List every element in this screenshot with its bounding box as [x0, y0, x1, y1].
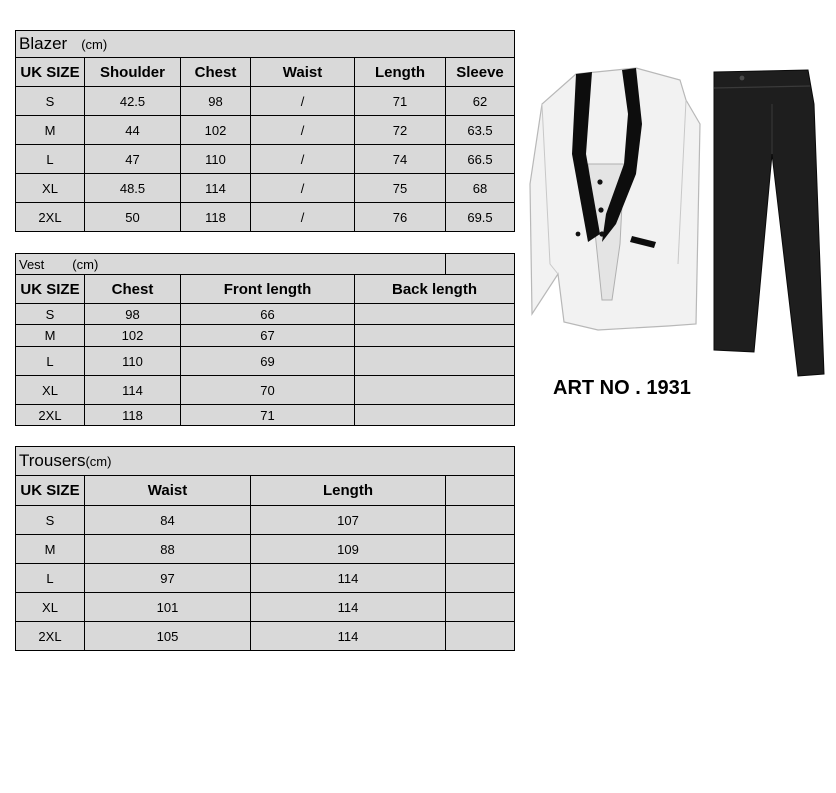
- blazer-size-table: [15, 30, 515, 232]
- trousers-size-table: [15, 446, 515, 651]
- table-cell: 2XL: [16, 203, 85, 232]
- trousers-unit: (cm): [85, 454, 112, 469]
- table-row: [16, 376, 515, 405]
- table-cell: 72: [355, 116, 446, 145]
- table-row: [16, 174, 515, 203]
- table-cell: 114: [181, 174, 251, 203]
- trousers-header-blank: [446, 476, 515, 506]
- table-cell: 71: [355, 87, 446, 116]
- table-cell: 114: [251, 622, 446, 651]
- vest-header-size: UK SIZE: [16, 275, 85, 304]
- table-cell: [355, 347, 515, 376]
- table-cell: 102: [85, 325, 181, 347]
- vest-header-back-length: Back length: [355, 275, 515, 304]
- table-cell: [446, 506, 515, 535]
- table-cell: M: [16, 535, 85, 564]
- table-cell: L: [16, 145, 85, 174]
- table-row: [16, 535, 515, 564]
- table-cell: 114: [85, 376, 181, 405]
- table-cell: /: [251, 174, 355, 203]
- table-cell: /: [251, 116, 355, 145]
- table-cell: 63.5: [446, 116, 515, 145]
- table-cell: 2XL: [16, 405, 85, 426]
- table-row: [16, 506, 515, 535]
- trousers-button: [740, 76, 745, 81]
- table-cell: XL: [16, 376, 85, 405]
- table-row: [16, 347, 515, 376]
- trousers-header-size: UK SIZE: [16, 476, 85, 506]
- table-cell: [446, 535, 515, 564]
- table-cell: 69.5: [446, 203, 515, 232]
- blazer-header-chest: Chest: [181, 58, 251, 87]
- table-cell: 70: [181, 376, 355, 405]
- vest-header-chest: Chest: [85, 275, 181, 304]
- table-cell: XL: [16, 174, 85, 203]
- table-cell: [446, 564, 515, 593]
- table-cell: 47: [85, 145, 181, 174]
- table-cell: 76: [355, 203, 446, 232]
- table-cell: 101: [85, 593, 251, 622]
- blazer-header-length: Length: [355, 58, 446, 87]
- table-cell: 97: [85, 564, 251, 593]
- blazer-title: Blazer: [19, 34, 68, 53]
- table-cell: 107: [251, 506, 446, 535]
- table-cell: S: [16, 506, 85, 535]
- blazer-unit: (cm): [81, 37, 108, 52]
- table-cell: M: [16, 116, 85, 145]
- table-cell: [446, 622, 515, 651]
- table-cell: 98: [85, 304, 181, 325]
- table-cell: 114: [251, 593, 446, 622]
- table-row: [16, 87, 515, 116]
- vest-title-cell: [16, 254, 446, 275]
- vest-header-front-length: Front length: [181, 275, 355, 304]
- table-cell: 44: [85, 116, 181, 145]
- table-row: [16, 622, 515, 651]
- blazer-title-cell: [16, 31, 515, 58]
- table-cell: 71: [181, 405, 355, 426]
- button-dot: [599, 231, 604, 236]
- table-row: [16, 203, 515, 232]
- table-cell: 2XL: [16, 622, 85, 651]
- blazer-header-waist: Waist: [251, 58, 355, 87]
- blazer-header-shoulder: Shoulder: [85, 58, 181, 87]
- vest-size-table: [15, 253, 515, 426]
- table-cell: 48.5: [85, 174, 181, 203]
- table-cell: 67: [181, 325, 355, 347]
- vest-title-blank-cell: [446, 254, 515, 275]
- table-cell: L: [16, 564, 85, 593]
- table-row: [16, 593, 515, 622]
- table-row: [16, 304, 515, 325]
- trousers-shape: [714, 70, 824, 376]
- table-cell: [355, 376, 515, 405]
- trousers-header-waist: Waist: [85, 476, 251, 506]
- table-cell: [355, 304, 515, 325]
- button-dot: [597, 179, 602, 184]
- table-cell: /: [251, 203, 355, 232]
- table-row: [16, 564, 515, 593]
- table-cell: 50: [85, 203, 181, 232]
- table-cell: /: [251, 87, 355, 116]
- table-cell: 98: [181, 87, 251, 116]
- table-cell: 42.5: [85, 87, 181, 116]
- table-row: [16, 325, 515, 347]
- table-cell: L: [16, 347, 85, 376]
- table-cell: 74: [355, 145, 446, 174]
- table-cell: M: [16, 325, 85, 347]
- button-dot: [598, 207, 603, 212]
- button-dot: [576, 232, 581, 237]
- trousers-header-length: Length: [251, 476, 446, 506]
- article-number: ART NO . 1931: [553, 377, 691, 399]
- table-cell: 69: [181, 347, 355, 376]
- table-row: [16, 145, 515, 174]
- vest-unit: (cm): [72, 256, 99, 272]
- table-cell: 68: [446, 174, 515, 203]
- table-cell: 118: [85, 405, 181, 426]
- table-cell: 84: [85, 506, 251, 535]
- blazer-header-size: UK SIZE: [16, 58, 85, 87]
- table-cell: /: [251, 145, 355, 174]
- table-cell: 75: [355, 174, 446, 203]
- table-cell: 110: [85, 347, 181, 376]
- table-cell: S: [16, 304, 85, 325]
- table-cell: [446, 593, 515, 622]
- table-cell: S: [16, 87, 85, 116]
- table-cell: 102: [181, 116, 251, 145]
- suit-image: [528, 64, 828, 380]
- table-cell: 62: [446, 87, 515, 116]
- table-row: [16, 405, 515, 426]
- vest-title: Vest: [19, 256, 45, 272]
- table-cell: [355, 405, 515, 426]
- table-cell: 66.5: [446, 145, 515, 174]
- table-row: [16, 116, 515, 145]
- trousers-title-cell: [16, 447, 515, 476]
- trousers-title: Trousers: [19, 451, 86, 470]
- table-cell: [355, 325, 515, 347]
- table-cell: 118: [181, 203, 251, 232]
- blazer-header-sleeve: Sleeve: [446, 58, 515, 87]
- table-cell: 105: [85, 622, 251, 651]
- table-cell: 110: [181, 145, 251, 174]
- table-cell: 114: [251, 564, 446, 593]
- table-cell: XL: [16, 593, 85, 622]
- table-cell: 66: [181, 304, 355, 325]
- table-cell: 109: [251, 535, 446, 564]
- table-cell: 88: [85, 535, 251, 564]
